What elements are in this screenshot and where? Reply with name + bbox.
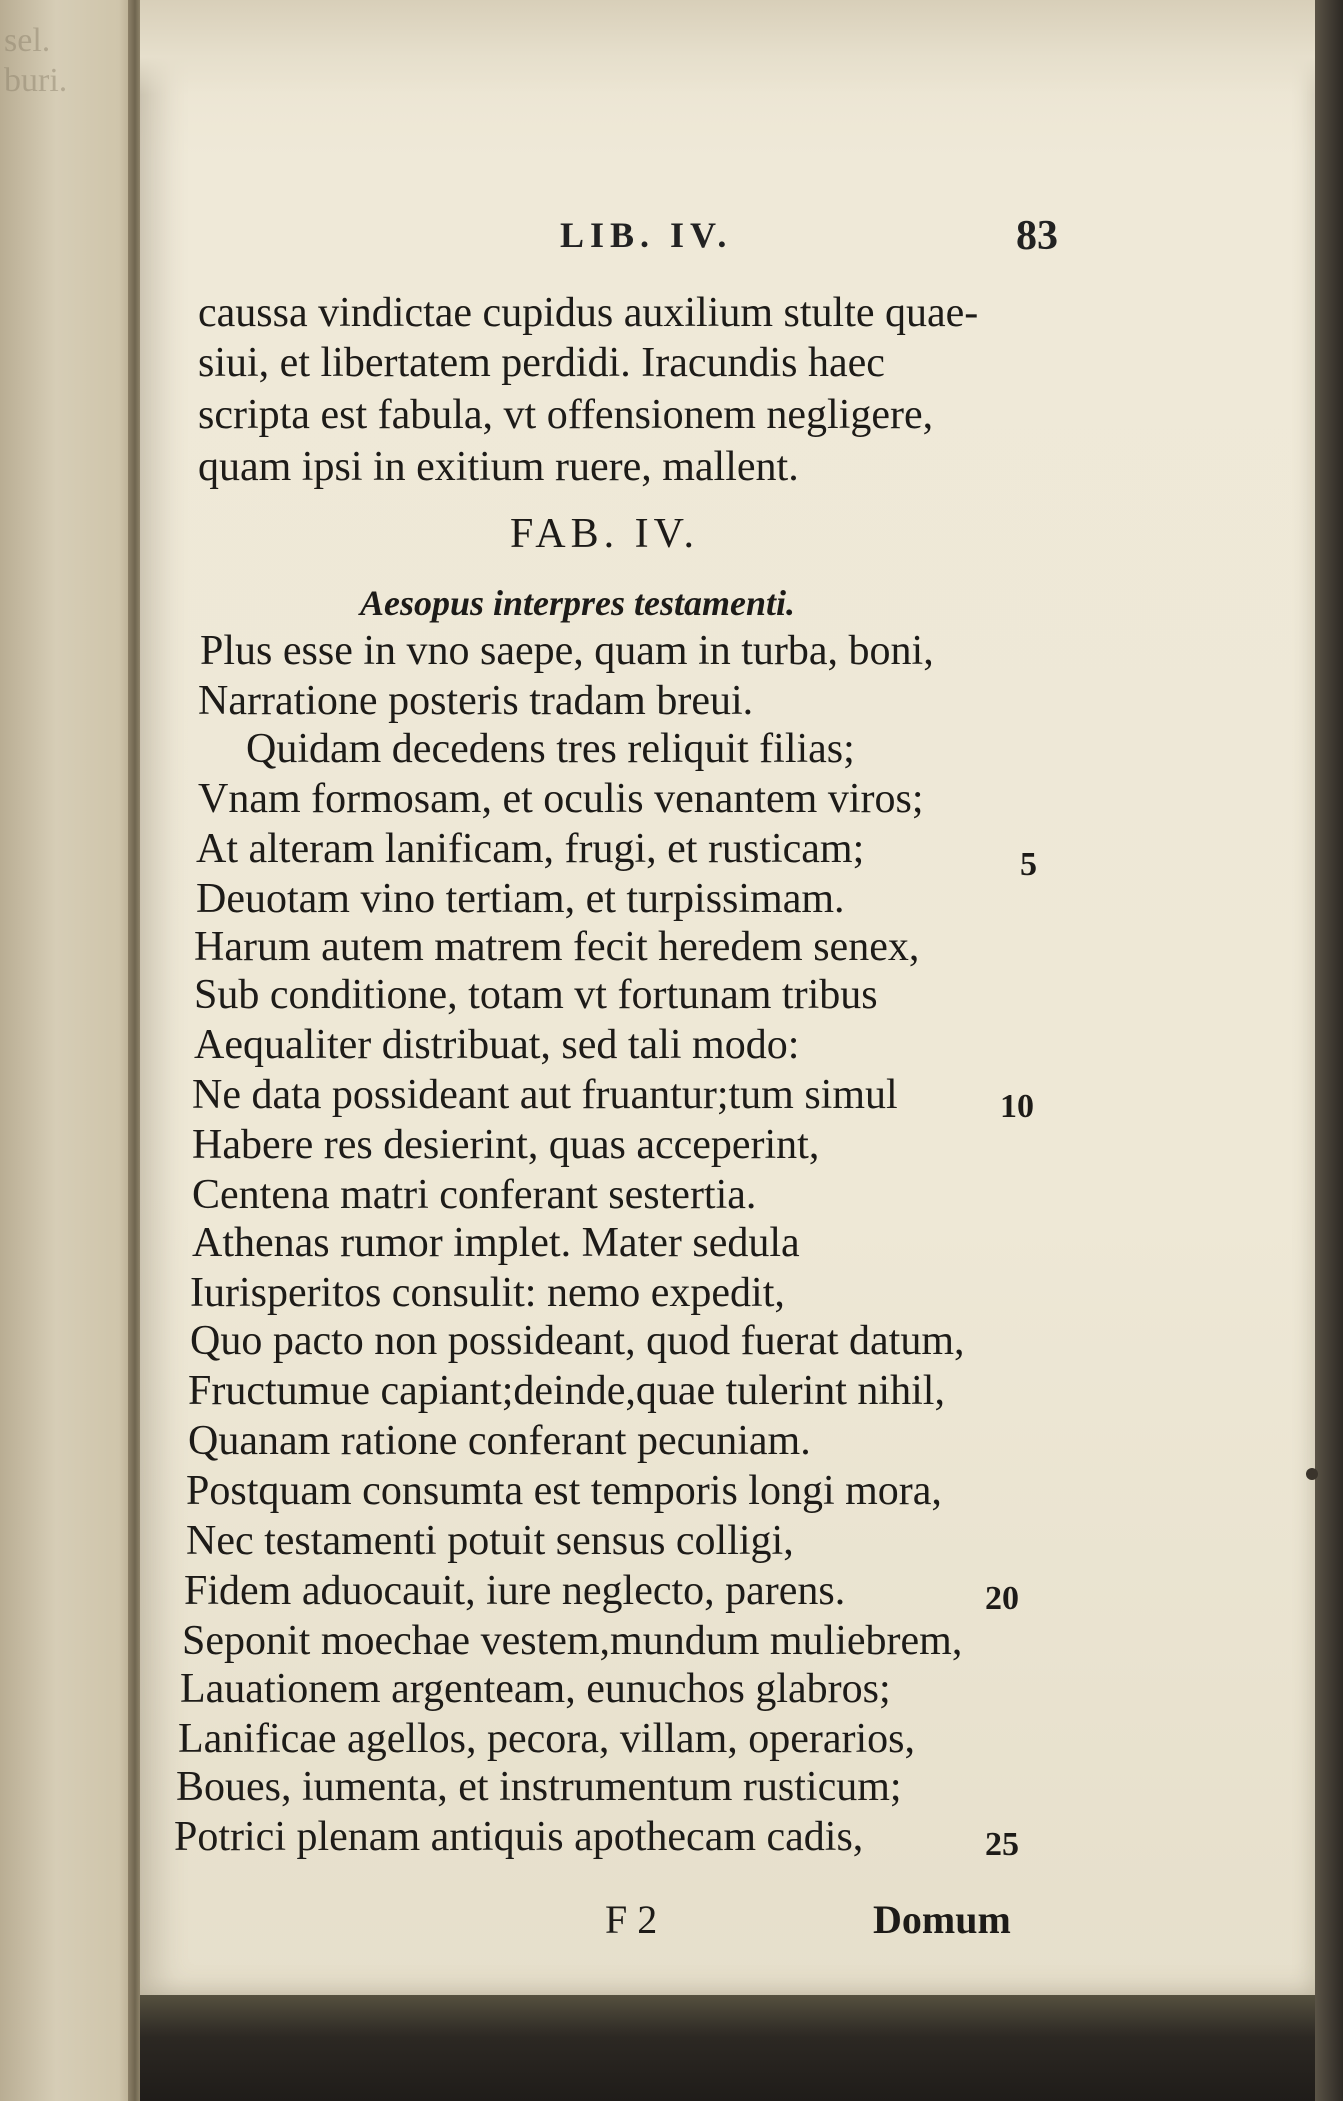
- prose-line: caussa vindictae cupidus auxilium stulte quae-: [198, 290, 979, 336]
- fable-heading: FAB. IV.: [510, 511, 699, 557]
- verse-line: Lauationem argenteam, eunuchos glabros;: [180, 1666, 891, 1712]
- verse-line: Fidem aduocauit, iure neglecto, parens.: [184, 1568, 846, 1614]
- prose-line: scripta est fabula, vt offensionem negligere,: [198, 392, 934, 438]
- catchword: Domum: [873, 1897, 1011, 1942]
- line-number: 25: [985, 1826, 1019, 1863]
- verse-line: Quanam ratione conferant pecuniam.: [188, 1418, 811, 1464]
- verse-line: Deuotam vino tertiam, et turpissimam.: [196, 876, 845, 922]
- verse-line: Quo pacto non possideant, quod fuerat datum,: [190, 1318, 965, 1364]
- verse-line: Harum autem matrem fecit heredem senex,: [194, 924, 920, 970]
- verse-line: Lanificae agellos, pecora, villam, operarios,: [178, 1716, 916, 1762]
- running-head: LIB. IV.: [560, 215, 733, 255]
- facing-page-fragment: buri.: [4, 62, 68, 99]
- line-number: 5: [1020, 846, 1037, 883]
- facing-page-fragment: sel.: [4, 22, 51, 59]
- page-edge-shadow: [1315, 0, 1343, 2101]
- page-number: 83: [1016, 213, 1058, 259]
- verse-line: Vnam formosam, et oculis venantem viros;: [198, 776, 924, 822]
- verse-line: Quidam decedens tres reliquit filias;: [246, 726, 855, 772]
- verse-line: Ne data possideant aut fruantur;tum simul: [192, 1072, 898, 1118]
- verse-line: Plus esse in vno saepe, quam in turba, boni,: [200, 628, 934, 674]
- line-number: 10: [1000, 1088, 1034, 1125]
- verse-line: Postquam consumta est temporis longi mora,: [186, 1468, 942, 1514]
- line-number: 20: [985, 1580, 1019, 1617]
- prose-line: siui, et libertatem perdidi. Iracundis haec: [198, 340, 885, 386]
- facing-page: [0, 0, 140, 2101]
- verse-line: At alteram lanificam, frugi, et rusticam;: [196, 826, 865, 872]
- verse-line: Iurisperitos consulit: nemo expedit,: [190, 1270, 785, 1316]
- verse-line: Athenas rumor implet. Mater sedula: [192, 1220, 800, 1266]
- book-bottom-shadow: [140, 1995, 1315, 2101]
- verse-line: Boues, iumenta, et instrumentum rusticum;: [176, 1764, 902, 1810]
- verse-line: Centena matri conferant sestertia.: [192, 1172, 757, 1218]
- verse-line: Nec testamenti potuit sensus colligi,: [186, 1518, 794, 1564]
- verse-line: Fructumue capiant;deinde,quae tulerint nihil,: [188, 1368, 945, 1414]
- verse-line: Potrici plenam antiquis apothecam cadis,: [174, 1814, 864, 1860]
- page-top-edge: [140, 0, 1315, 95]
- prose-line: quam ipsi in exitium ruere, mallent.: [198, 444, 799, 490]
- verse-line: Habere res desierint, quas acceperint,: [192, 1122, 820, 1168]
- signature-mark: F 2: [605, 1897, 658, 1942]
- verse-line: Seponit moechae vestem,mundum muliebrem,: [182, 1618, 963, 1664]
- fable-title: Aesopus interpres testamenti.: [360, 583, 796, 623]
- verse-line: Sub conditione, totam vt fortunam tribus: [194, 972, 878, 1018]
- pin-hole: [1306, 1468, 1318, 1480]
- verse-line: Aequaliter distribuat, sed tali modo:: [194, 1022, 800, 1068]
- verse-line: Narratione posteris tradam breui.: [198, 678, 754, 724]
